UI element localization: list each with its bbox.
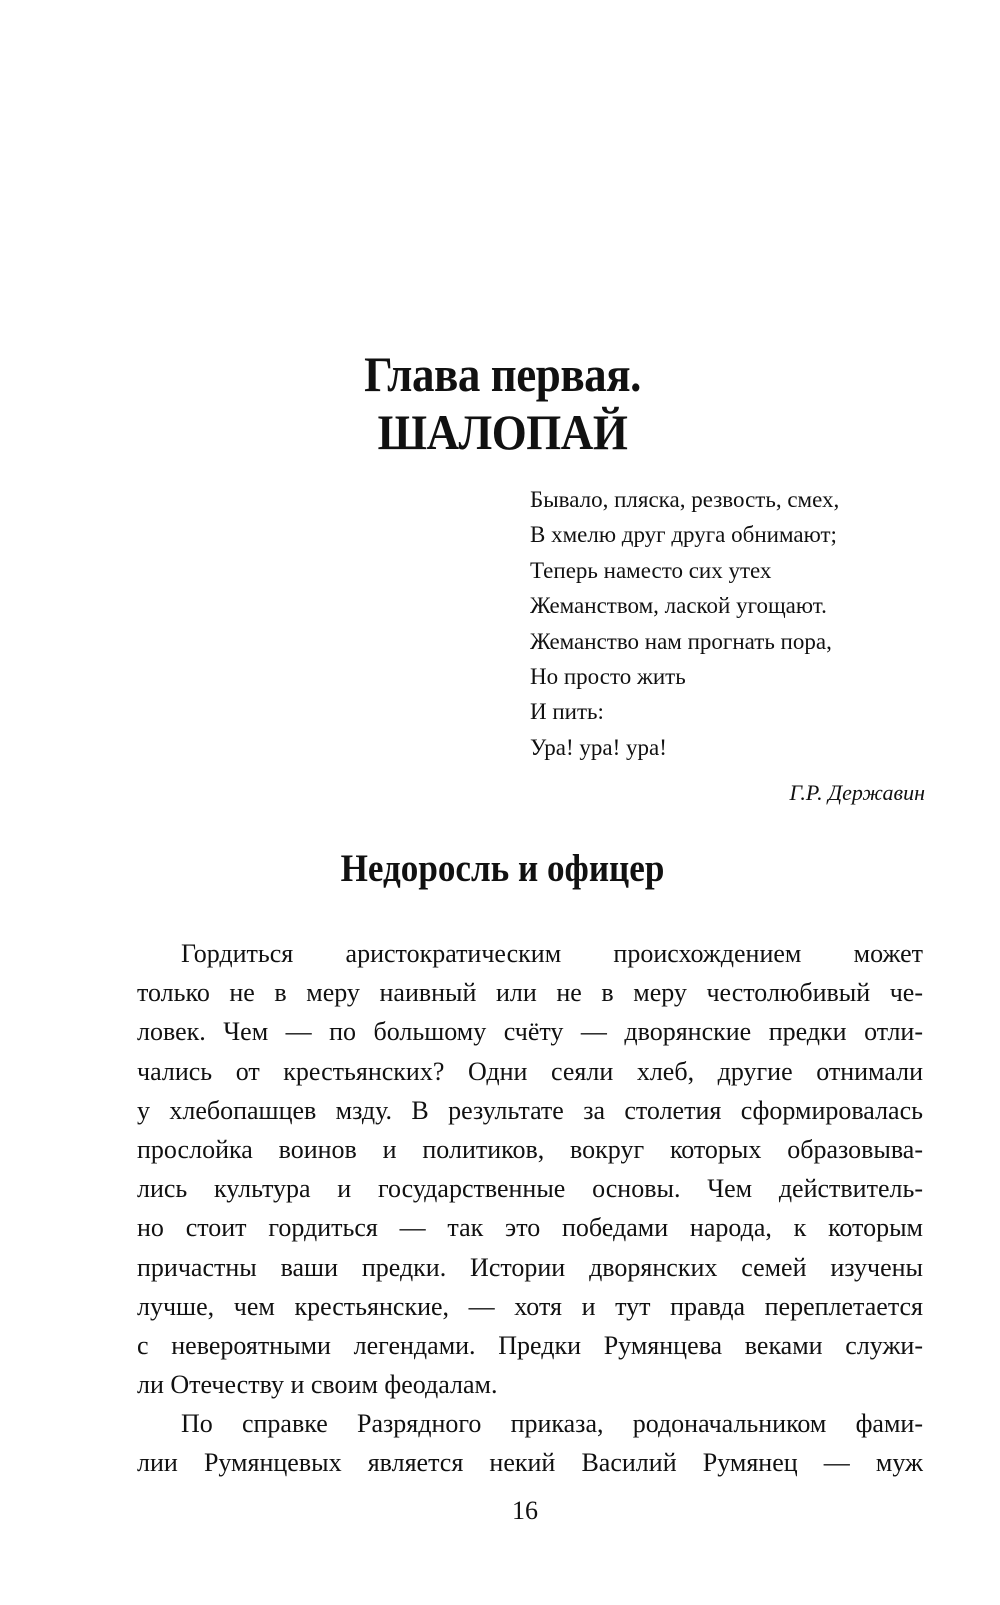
body-text (137, 934, 923, 1483)
body-line: лучше, чем крестьянские, — хотя и тут правда переплетается (137, 1291, 923, 1321)
epigraph-line: Ура! ура! ура! (530, 734, 667, 760)
body-line: с невероятными легендами. Предки Румянцева веками служи- (137, 1330, 923, 1360)
body-line: лии Румянцевых является некий Василий Румянец — муж (137, 1448, 923, 1478)
body-line: ловек. Чем — по большому счёту — дворянские предки отли- (137, 1017, 923, 1047)
epigraph-line: Жеманство нам прогнать пора, (530, 628, 832, 654)
body-line: только не в меру наивный или не в меру честолюбивый че- (137, 978, 923, 1008)
body-line: чались от крестьянских? Одни сеяли хлеб, другие отнимали (137, 1056, 923, 1086)
epigraph-line: Жеманством, лаской угощают. (530, 593, 827, 619)
page-number: 16 (512, 1496, 538, 1525)
epigraph-line: В хмелю друг друга обнимают; (530, 522, 837, 548)
body-line: но стоит гордиться — так это победами народа, к которым (137, 1213, 923, 1243)
body-line: лись культура и государственные основы. Чем действитель- (137, 1174, 923, 1204)
section-title: Недоросль и офицер (340, 847, 665, 890)
body-line: По справке Разрядного приказа, родоначальником фами- (181, 1409, 923, 1439)
body-line: у хлебопашцев мзду. В результате за столетия сформировалась (137, 1095, 923, 1125)
epigraph-line: Теперь наместо сих утех (530, 557, 772, 583)
body-line: Гордиться аристократическим происхождением может (181, 939, 923, 968)
body-line: причастны ваши предки. Истории дворянских семей изучены (137, 1252, 923, 1282)
epigraph-line: И пить: (530, 699, 604, 725)
body-line: ли Отечеству и своим феодалам. (137, 1370, 498, 1400)
chapter-title (53, 345, 953, 461)
chapter-title-line-2: ШАЛОПАЙ (377, 404, 628, 460)
epigraph-line: Бывало, пляска, резвость, смех, (530, 487, 840, 512)
epigraph-line: Но просто жить (530, 664, 686, 690)
epigraph (530, 482, 950, 765)
epigraph-author: Г.Р. Державин (789, 780, 925, 805)
chapter-title-line-1: Глава первая. (364, 346, 641, 402)
body-line: прослойка воинов и политиков, вокруг которых образовыва- (137, 1134, 923, 1164)
